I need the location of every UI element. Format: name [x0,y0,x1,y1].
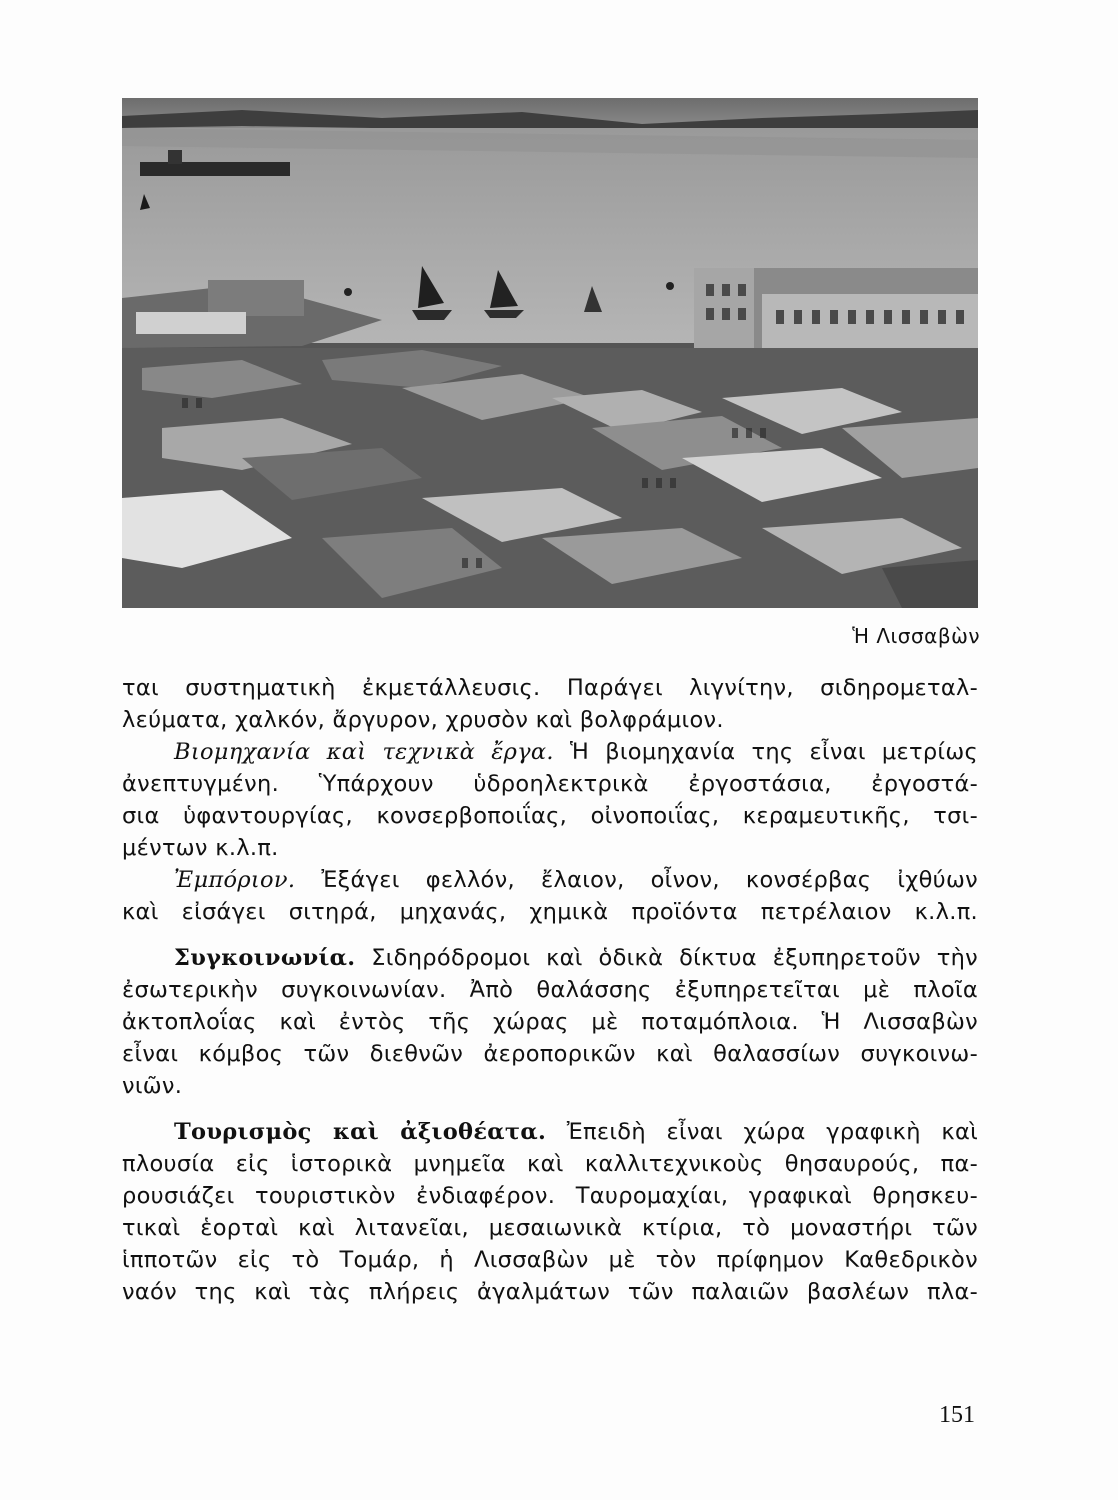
body-text [122,672,978,1308]
harbour-illustration [122,98,978,608]
paragraph-2-line-1 [122,736,978,768]
paragraph-4-line-5: νιῶν. [122,1073,183,1099]
paragraph-4-line-2: ἐσωτερικὴν συγκοινωνίαν. Ἀπὸ θαλάσσης ἐξυπηρετεῖται μὲ πλοῖα [122,977,978,1003]
paragraph-5-line-2: πλουσία εἰς ἱστορικὰ μνημεῖα καὶ καλλιτεχνικοὺς θησαυρούς, πα- [122,1151,978,1177]
trade-heading: Ἐμπόριον. [174,867,296,893]
paragraph-3-line-1 [122,864,978,896]
industry-heading: Βιομηχανία καὶ τεχνικὰ ἔργα. [174,739,554,765]
paragraph-5-line-1 [122,1116,978,1148]
paragraph-4-line-4: εἶναι κόμβος τῶν διεθνῶν ἀεροπορικῶν καὶ θαλασσίων συγκοινω- [122,1041,978,1067]
page-number: 151 [939,1402,975,1428]
paragraph-3-line-1-text: Ἐξάγει φελλόν, ἔλαιον, οἶνον, κονσέρβας ἰχθύων [321,867,979,893]
paragraph-5-line-3: ρουσιάζει τουριστικὸν ἐνδιαφέρον. Ταυρομαχίαι, γραφικαὶ θρησκευ- [122,1183,978,1209]
paragraph-4-line-1 [122,942,978,974]
paragraph-2-line-2: ἀνεπτυγμένη. Ὑπάρχουν ὑδροηλεκτρικὰ ἐργοστάσια, ἐργοστά- [122,771,978,797]
tourism-heading: Τουρισμὸς καὶ ἀξιοθέατα. [174,1119,547,1145]
paragraph-2-line-1-text: Ἡ βιομηχανία της εἶναι μετρίως [569,739,978,765]
photo-caption: Ἡ Λισσαβὼν [852,624,980,648]
paragraph-5-line-6: ναόν της καὶ τὰς πλήρεις ἀγαλμάτων τῶν παλαιῶν βασλέων πλα- [122,1279,978,1305]
lisbon-photo [122,98,978,608]
paragraph-2-line-4: μέντων κ.λ.π. [122,835,279,861]
paragraph-5-line-4: τικαὶ ἑορταὶ καὶ λιτανεῖαι, μεσαιωνικὰ κτίρια, τὸ μοναστήρι τῶν [122,1215,978,1241]
paragraph-1-line-1: ται συστηματικὴ ἐκμετάλλευσις. Παράγει λιγνίτην, σιδηρομεταλ- [122,675,978,701]
transport-heading: Συγκοινωνία. [174,945,356,971]
paragraph-4-line-1-text: Σιδηρόδρομοι καὶ ὁδικὰ δίκτυα ἐξυπηρετοῦν τὴν [371,945,979,971]
paragraph-1-line-2: λεύματα, χαλκόν, ἄργυρον, χρυσὸν καὶ βολφράμιον. [122,707,724,733]
paragraph-5-line-5: ἱπποτῶν εἰς τὸ Τομάρ, ἡ Λισσαβὼν μὲ τὸν πρίφημον Καθεδρικὸν [122,1247,978,1273]
paragraph-4-line-3: ἀκτοπλοΐας καὶ ἐντὸς τῆς χώρας μὲ ποταμόπλοια. Ἡ Λισσαβὼν [122,1009,978,1035]
paragraph-2-line-3: σια ὑφαντουργίας, κονσερβοποιΐας, οἰνοποιΐας, κεραμευτικῆς, τσι- [122,803,978,829]
paragraph-5-line-1-text: Ἐπειδὴ εἶναι χώρα γραφικὴ καὶ [566,1119,978,1145]
paragraph-3-line-2: καὶ εἰσάγει σιτηρά, μηχανάς, χημικὰ προϊόντα πετρέλαιον κ.λ.π. [122,899,978,925]
